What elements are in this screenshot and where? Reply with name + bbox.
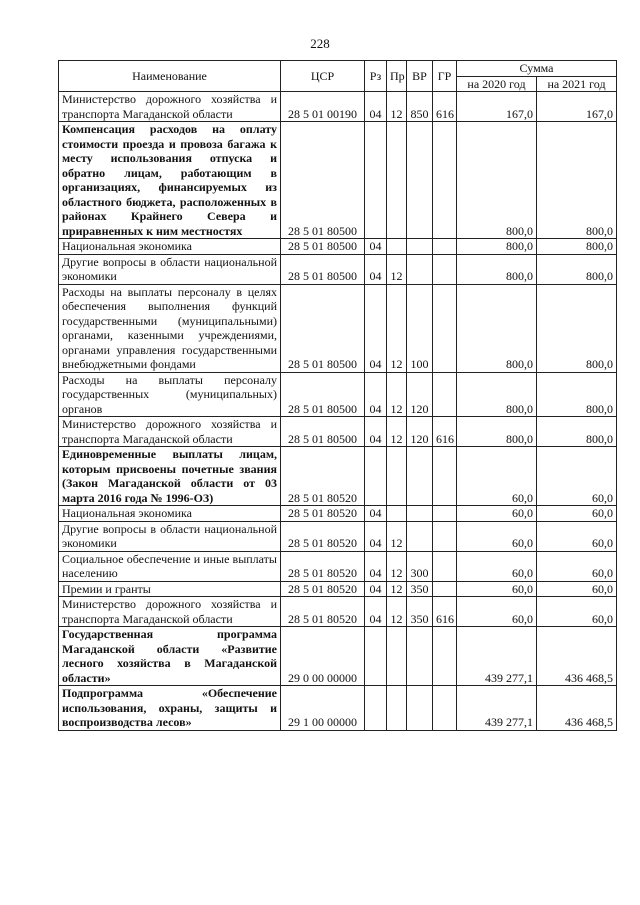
- row-sum-2021: 60,0: [537, 506, 617, 522]
- row-name: Другие вопросы в области национальной экономики: [59, 521, 281, 551]
- table-row: [59, 447, 617, 506]
- row-csr: 28 5 01 80500: [281, 372, 365, 417]
- table-row: [59, 92, 617, 122]
- row-pr: 12: [387, 372, 407, 417]
- row-sum-2020: 60,0: [457, 447, 537, 506]
- row-gr: 616: [433, 597, 457, 627]
- header-sum: Сумма: [457, 61, 617, 77]
- row-pr: [387, 686, 407, 731]
- row-rz: 04: [365, 597, 387, 627]
- row-sum-2021: 60,0: [537, 597, 617, 627]
- page-number: 228: [310, 36, 330, 51]
- row-pr: 12: [387, 581, 407, 597]
- header-pr: Пр: [387, 61, 407, 92]
- row-csr: 28 5 01 80500: [281, 254, 365, 284]
- row-name: Расходы на выплаты персоналу государственных (муниципальных) органов: [59, 372, 281, 417]
- row-name: Единовременные выплаты лицам, которым присвоены почетные звания (Закон Магаданской области от 03 марта 2016 года № 1996-ОЗ): [59, 447, 281, 506]
- row-csr: 28 5 01 80500: [281, 284, 365, 372]
- row-csr: 28 5 01 80520: [281, 447, 365, 506]
- row-sum-2020: 439 277,1: [457, 627, 537, 686]
- row-gr: [433, 521, 457, 551]
- row-sum-2020: 60,0: [457, 521, 537, 551]
- row-pr: [387, 447, 407, 506]
- row-name: Расходы на выплаты персоналу в целях обеспечения выполнения функций государственными (муниципальными) органами, казенными учреждениями, органами управления государственными внебюджетными фондами: [59, 284, 281, 372]
- row-vr: [407, 122, 433, 239]
- row-sum-2021: 800,0: [537, 122, 617, 239]
- row-gr: [433, 372, 457, 417]
- row-csr: 29 1 00 00000: [281, 686, 365, 731]
- table-row: [59, 627, 617, 686]
- row-gr: 616: [433, 92, 457, 122]
- row-rz: 04: [365, 239, 387, 255]
- row-rz: [365, 627, 387, 686]
- table-row: [59, 597, 617, 627]
- row-sum-2021: 800,0: [537, 284, 617, 372]
- row-sum-2020: 800,0: [457, 254, 537, 284]
- header-rz: Рз: [365, 61, 387, 92]
- row-rz: 04: [365, 372, 387, 417]
- table-row: [59, 581, 617, 597]
- row-vr: 850: [407, 92, 433, 122]
- row-gr: [433, 581, 457, 597]
- row-pr: 12: [387, 551, 407, 581]
- row-rz: 04: [365, 254, 387, 284]
- row-csr: 28 5 01 80520: [281, 551, 365, 581]
- row-pr: 12: [387, 521, 407, 551]
- row-sum-2021: 800,0: [537, 239, 617, 255]
- row-sum-2021: 60,0: [537, 551, 617, 581]
- row-sum-2020: 60,0: [457, 551, 537, 581]
- row-sum-2020: 60,0: [457, 581, 537, 597]
- row-sum-2021: 60,0: [537, 581, 617, 597]
- row-vr: [407, 239, 433, 255]
- row-pr: [387, 627, 407, 686]
- row-name: Премии и гранты: [59, 581, 281, 597]
- row-sum-2020: 800,0: [457, 372, 537, 417]
- table-row: [59, 254, 617, 284]
- row-gr: [433, 254, 457, 284]
- row-vr: 120: [407, 372, 433, 417]
- row-name: Министерство дорожного хозяйства и транспорта Магаданской области: [59, 597, 281, 627]
- row-rz: 04: [365, 284, 387, 372]
- header-row: [59, 61, 617, 77]
- row-gr: [433, 627, 457, 686]
- row-gr: [433, 686, 457, 731]
- row-sum-2021: 436 468,5: [537, 627, 617, 686]
- row-rz: 04: [365, 92, 387, 122]
- row-sum-2020: 60,0: [457, 506, 537, 522]
- row-csr: 28 5 01 80520: [281, 597, 365, 627]
- row-pr: 12: [387, 417, 407, 447]
- row-gr: [433, 284, 457, 372]
- row-gr: [433, 551, 457, 581]
- row-rz: [365, 686, 387, 731]
- header-vr: ВР: [407, 61, 433, 92]
- row-vr: 120: [407, 417, 433, 447]
- row-sum-2020: 439 277,1: [457, 686, 537, 731]
- row-csr: 28 5 01 80520: [281, 506, 365, 522]
- row-sum-2021: 60,0: [537, 447, 617, 506]
- table-row: [59, 551, 617, 581]
- table-row: [59, 417, 617, 447]
- row-gr: [433, 239, 457, 255]
- row-pr: [387, 122, 407, 239]
- row-sum-2021: 800,0: [537, 372, 617, 417]
- row-pr: 12: [387, 284, 407, 372]
- row-pr: [387, 239, 407, 255]
- row-gr: [433, 506, 457, 522]
- row-gr: [433, 122, 457, 239]
- row-sum-2021: 167,0: [537, 92, 617, 122]
- row-name: Другие вопросы в области национальной экономики: [59, 254, 281, 284]
- row-vr: [407, 506, 433, 522]
- row-rz: [365, 122, 387, 239]
- header-csr: ЦСР: [281, 61, 365, 92]
- row-csr: 28 5 01 00190: [281, 92, 365, 122]
- table-row: [59, 122, 617, 239]
- row-pr: [387, 506, 407, 522]
- row-sum-2020: 800,0: [457, 284, 537, 372]
- row-name: Компенсация расходов на оплату стоимости проезда и провоза багажа к месту использования отпуска и обратно лицам, работающим в организациях, финансируемых из областного бюджета, расположенных в районах Крайнего Севера и приравненных к ним местностях: [59, 122, 281, 239]
- row-sum-2020: 800,0: [457, 417, 537, 447]
- row-name: Государственная программа Магаданской области «Развитие лесного хозяйства в Магаданской области»: [59, 627, 281, 686]
- row-pr: 12: [387, 597, 407, 627]
- row-sum-2021: 60,0: [537, 521, 617, 551]
- row-csr: 28 5 01 80500: [281, 417, 365, 447]
- row-name: Министерство дорожного хозяйства и транспорта Магаданской области: [59, 92, 281, 122]
- row-vr: 100: [407, 284, 433, 372]
- row-sum-2021: 436 468,5: [537, 686, 617, 731]
- row-sum-2021: 800,0: [537, 254, 617, 284]
- row-rz: 04: [365, 551, 387, 581]
- header-2020: на 2020 год: [457, 76, 537, 92]
- row-vr: [407, 627, 433, 686]
- budget-table: [58, 60, 617, 731]
- row-rz: 04: [365, 417, 387, 447]
- header-gr: ГР: [433, 61, 457, 92]
- row-sum-2021: 800,0: [537, 417, 617, 447]
- table-row: [59, 239, 617, 255]
- row-name: Национальная экономика: [59, 239, 281, 255]
- row-sum-2020: 167,0: [457, 92, 537, 122]
- row-gr: 616: [433, 417, 457, 447]
- row-rz: [365, 447, 387, 506]
- row-vr: [407, 521, 433, 551]
- row-gr: [433, 447, 457, 506]
- row-csr: 28 5 01 80500: [281, 122, 365, 239]
- table-row: [59, 372, 617, 417]
- row-sum-2020: 60,0: [457, 597, 537, 627]
- row-vr: 300: [407, 551, 433, 581]
- row-vr: [407, 447, 433, 506]
- row-vr: 350: [407, 597, 433, 627]
- header-2021: на 2021 год: [537, 76, 617, 92]
- row-vr: [407, 686, 433, 731]
- row-pr: 12: [387, 92, 407, 122]
- row-rz: 04: [365, 581, 387, 597]
- row-csr: 28 5 01 80500: [281, 239, 365, 255]
- row-name: Национальная экономика: [59, 506, 281, 522]
- row-sum-2020: 800,0: [457, 122, 537, 239]
- table-row: [59, 686, 617, 731]
- row-vr: [407, 254, 433, 284]
- row-name: Социальное обеспечение и иные выплаты населению: [59, 551, 281, 581]
- table-row: [59, 521, 617, 551]
- row-csr: 28 5 01 80520: [281, 581, 365, 597]
- row-sum-2020: 800,0: [457, 239, 537, 255]
- row-csr: 29 0 00 00000: [281, 627, 365, 686]
- row-rz: 04: [365, 521, 387, 551]
- header-name: Наименование: [59, 61, 281, 92]
- row-csr: 28 5 01 80520: [281, 521, 365, 551]
- row-rz: 04: [365, 506, 387, 522]
- table-row: [59, 506, 617, 522]
- row-name: Министерство дорожного хозяйства и транспорта Магаданской области: [59, 417, 281, 447]
- row-name: Подпрограмма «Обеспечение использования, охраны, защиты и воспроизводства лесов»: [59, 686, 281, 731]
- row-pr: 12: [387, 254, 407, 284]
- table-row: [59, 284, 617, 372]
- row-vr: 350: [407, 581, 433, 597]
